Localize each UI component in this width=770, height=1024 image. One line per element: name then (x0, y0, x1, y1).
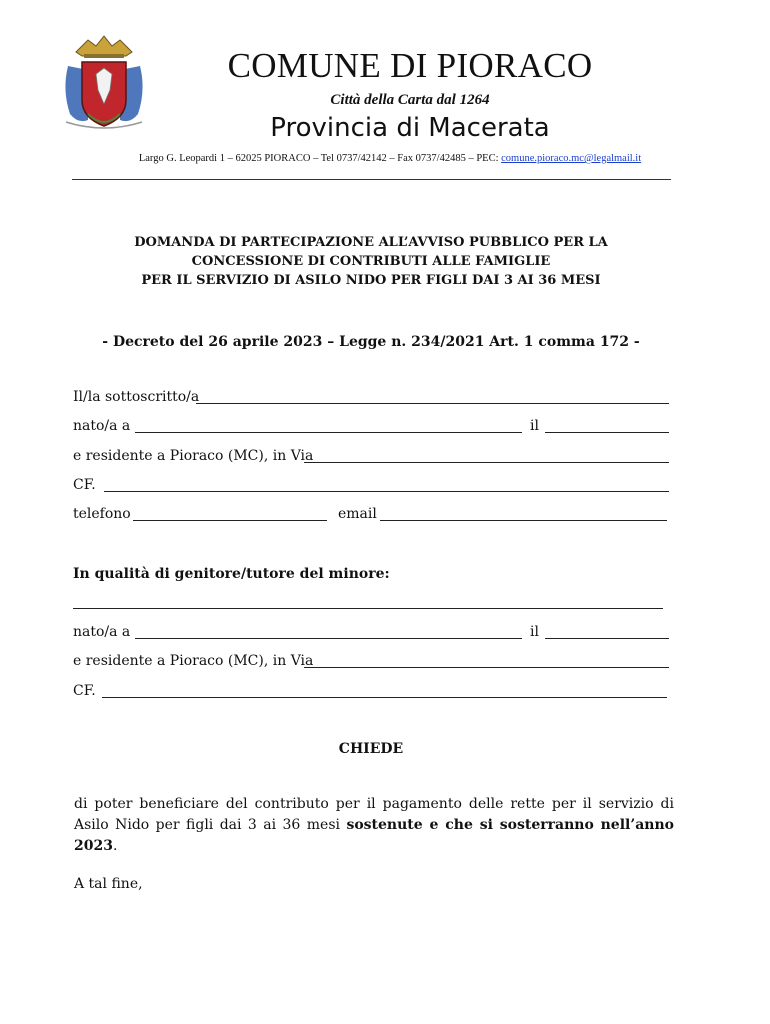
heading-line-3: PER IL SERVIZIO DI ASILO NIDO PER FIGLI DAI 3 AI 36 MESI (141, 273, 601, 288)
minor-cf-label: CF. (73, 683, 96, 699)
applicant-residence-label: e residente a Pioraco (MC), in Via (73, 448, 314, 464)
request-title: CHIEDE (338, 741, 404, 757)
header-divider (72, 179, 671, 180)
contact-line (70, 153, 710, 164)
applicant-cf-label: CF. (73, 477, 96, 493)
minor-birthplace-field[interactable] (135, 638, 522, 639)
closing-text: A tal fine, (74, 876, 143, 892)
pec-email-link[interactable]: comune.pioraco.mc@legalmail.it (501, 153, 642, 164)
heading-line-1: DOMANDA DI PARTECIPAZIONE ALL’AVVISO PUBBLICO PER LA (134, 235, 608, 250)
applicant-birthplace-field[interactable] (135, 432, 522, 433)
applicant-phone-field[interactable] (133, 520, 327, 521)
applicant-birthdate-field[interactable] (545, 432, 669, 433)
request-body-bold: sostenute e che si sosterranno nell’anno 2023 (74, 817, 674, 854)
minor-birthdate-field[interactable] (545, 638, 669, 639)
heading-line-2: CONCESSIONE DI CONTRIBUTI ALLE FAMIGLIE (191, 254, 551, 269)
municipality-title: COMUNE DI PIORACO (227, 46, 593, 85)
contact-text: Largo G. Leopardi 1 – 62025 PIORACO – Tel 0737/42142 – Fax 0737/42485 – PEC: (138, 153, 502, 164)
minor-name-field[interactable] (73, 608, 663, 609)
minor-birthplace-label: nato/a a (73, 624, 131, 640)
applicant-birthdate-label: il (530, 418, 539, 434)
applicant-cf-field[interactable] (104, 491, 669, 492)
decree-reference: - Decreto del 26 aprile 2023 – Legge n. 234/2021 Art. 1 comma 172 - (102, 334, 640, 350)
municipality-subtitle: Città della Carta dal 1264 (330, 92, 490, 108)
request-body-text: di poter beneficiare del contributo per il pagamento delle rette per il servizio di Asilo Nido per figli dai 3 ai 36 mesi (74, 796, 674, 833)
applicant-email-field[interactable] (380, 520, 667, 521)
document-heading (70, 233, 672, 290)
applicant-name-field[interactable] (196, 403, 669, 404)
minor-cf-field[interactable] (102, 697, 667, 698)
minor-birthdate-label: il (530, 624, 539, 640)
applicant-street-field[interactable] (304, 462, 669, 463)
request-body (74, 794, 674, 857)
applicant-phone-label: telefono (73, 506, 131, 522)
minor-street-field[interactable] (304, 667, 669, 668)
province-name: Provincia di Macerata (270, 113, 550, 143)
minor-residence-label: e residente a Pioraco (MC), in Via (73, 653, 314, 669)
request-body-end: . (112, 838, 118, 854)
applicant-birthplace-label: nato/a a (73, 418, 131, 434)
municipal-crest-icon (58, 30, 150, 134)
applicant-email-label: email (338, 506, 377, 522)
applicant-name-label: Il/la sottoscritto/a (73, 389, 200, 405)
minor-section-title: In qualità di genitore/tutore del minore: (73, 566, 390, 582)
